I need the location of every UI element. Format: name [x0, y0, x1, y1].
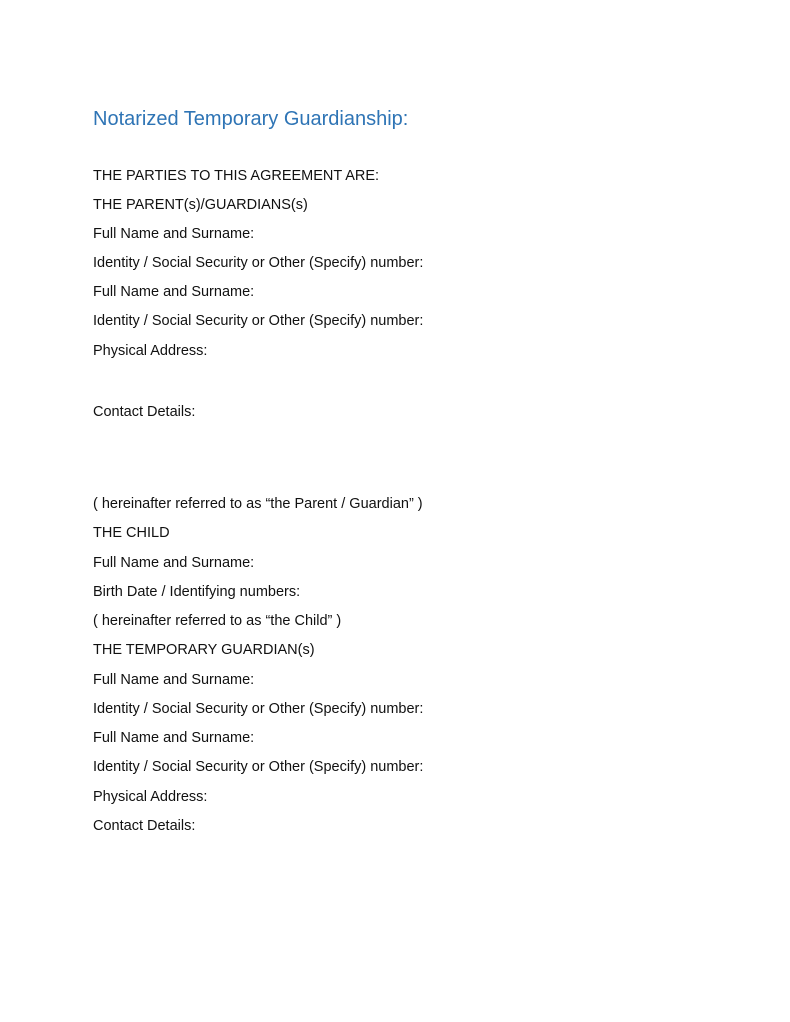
guardian-1-id-label: Identity / Social Security or Other (Specify) number: — [93, 701, 424, 717]
child-heading: THE CHILD — [93, 525, 170, 541]
guardian-contact-details-label: Contact Details: — [93, 818, 196, 834]
child-definition: ( hereinafter referred to as “the Child” ) — [93, 613, 342, 629]
guardian-2-name-label: Full Name and Surname: — [93, 730, 255, 746]
guardian-physical-address-label: Physical Address: — [93, 789, 208, 805]
child-birth-date-label: Birth Date / Identifying numbers: — [93, 584, 301, 600]
parent-1-id-label: Identity / Social Security or Other (Specify) number: — [93, 255, 424, 271]
guardian-1-name-label: Full Name and Surname: — [93, 672, 255, 688]
parent-contact-details-label: Contact Details: — [93, 404, 196, 420]
guardian-2-id-label: Identity / Social Security or Other (Specify) number: — [93, 759, 424, 775]
parent-physical-address-label: Physical Address: — [93, 343, 208, 359]
temporary-guardians-heading: THE TEMPORARY GUARDIAN(s) — [93, 642, 315, 658]
child-name-label: Full Name and Surname: — [93, 555, 255, 571]
document-title: Notarized Temporary Guardianship: — [93, 108, 409, 130]
parties-heading: THE PARTIES TO THIS AGREEMENT ARE: — [93, 168, 380, 184]
parent-guardian-definition: ( hereinafter referred to as “the Parent / Guardian” ) — [93, 496, 423, 512]
parent-2-id-label: Identity / Social Security or Other (Specify) number: — [93, 313, 424, 329]
parent-2-name-label: Full Name and Surname: — [93, 284, 255, 300]
parent-guardians-heading: THE PARENT(s)/GUARDIANS(s) — [93, 197, 308, 213]
parent-1-name-label: Full Name and Surname: — [93, 226, 255, 242]
